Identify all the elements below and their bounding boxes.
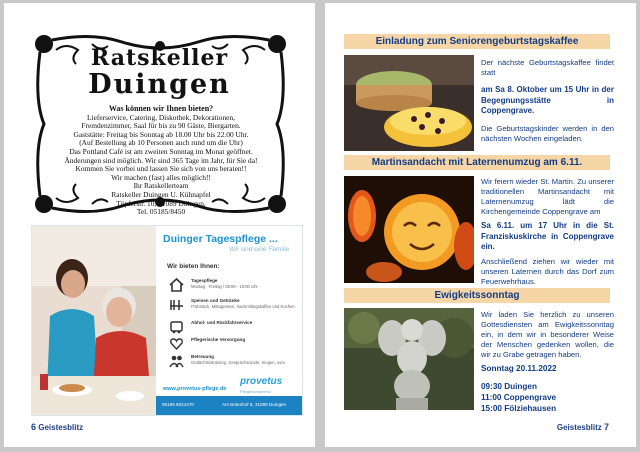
- dining-icon: [169, 298, 184, 312]
- cake-photo: [344, 55, 474, 151]
- ad-title-line2: Duingen: [88, 69, 231, 100]
- folio-right: [557, 422, 609, 432]
- ad-line: Wir machen (fast) alles möglich!!: [111, 172, 211, 182]
- caregiver-photo: [32, 226, 156, 415]
- people-icon: [169, 354, 184, 368]
- service-time: 09:30 Duingen: [481, 382, 537, 391]
- birthday-text: [481, 58, 614, 144]
- service-title: Betreuung: [191, 354, 214, 359]
- service-desc: Frühstück, Mittagessen, Nachmittagskaffee und Kuchen: [191, 304, 295, 309]
- paragraph: Wir laden Sie herzlich zu unseren Gottesdiensten am Ewigkeitssonntag ein, in dem wir in besonderer Weise der Menschen gedenken wollen, die wir zu Grabe getragen haben.: [481, 310, 614, 359]
- page-number: 7: [603, 422, 609, 432]
- ad-line: Das Pottland Café ist am zweiten Sonntag im Monat geöffnet.: [69, 146, 253, 156]
- ewigkeit-text: [481, 310, 614, 360]
- logo-subtitle: Pflegekompetenz: [240, 389, 271, 394]
- angel-statue-photo: [344, 308, 474, 410]
- service-title: Tagespflege: [191, 278, 218, 283]
- section-header-birthday: Einladung zum Seniorengeburtstagskaffee: [344, 34, 610, 49]
- ad-line: Tel. 05185/8450: [136, 207, 186, 217]
- service-title: Pflegerische Versorgung: [191, 337, 246, 342]
- ad-line: Was können wir Ihnen bieten?: [108, 104, 214, 113]
- service-title: Abhol- und Rückfahrservice: [191, 320, 253, 325]
- ad-line: Kommen Sie vorbei und lassen Sie sich von uns beraten!!: [75, 164, 247, 174]
- ad-line: Töpferstr. 10, 31089 Duingen,: [116, 198, 206, 208]
- paragraph: Anschließend ziehen wir wieder mit unseren Laternen durch das Dorf zum Feuerwehrhaus.: [481, 256, 614, 286]
- phone-number: 05185 6021470: [162, 402, 194, 407]
- right-page: [325, 3, 636, 447]
- service-time: 11:00 Coppengrave: [481, 393, 557, 402]
- service-desc: Gedächtnistraining, Gesprächsrunde, Singen, uvm.: [191, 360, 286, 365]
- address: Am Botenhof 8, 31089 Duingen: [222, 402, 287, 407]
- event-date: am Sa 8. Oktober um 15 Uhr in der Begegnungsstätte in Coppengrave.: [481, 85, 614, 115]
- lantern-photo: [344, 176, 474, 283]
- ad-line: Lieferservice, Catering, Diskothek, Dekorationen,: [87, 112, 235, 122]
- ad-title-line1: Ratskeller: [90, 45, 229, 71]
- ad-text: [56, 105, 266, 217]
- ad-line: Ratskeller Duingen U. Kühnapfel: [111, 189, 211, 199]
- tagespflege-subheading: Wir sind eine Familie: [229, 246, 290, 253]
- ad-line: Fremdenzimmer, Saal für bis zu 90 Gäste, Biergarten.: [81, 121, 241, 131]
- service-title: Speisen und Getränke: [191, 298, 240, 303]
- page-number: 6: [31, 422, 37, 432]
- ad-line: Änderungen sind möglich. Wir sind 365 Tage im Jahr, für Sie da!: [64, 155, 258, 165]
- ad-line: (Auf Bestellung ab 10 Personen auch rund um die Uhr): [79, 138, 243, 148]
- service-desc: Montag - Freitag / 08:00 - 16:00 Uhr: [191, 284, 258, 289]
- website-link[interactable]: www.provetus-pflege.de: [163, 386, 227, 392]
- paragraph: Die Geburtstagskinder werden in den nächsten Wochen eingeladen.: [481, 123, 614, 143]
- tagespflege-heading: Duinger Tagespflege ...: [163, 233, 278, 245]
- tagespflege-ad: [31, 225, 303, 416]
- provetus-logo: provetus: [240, 376, 283, 387]
- magazine-name: Geistesblitz: [556, 423, 602, 432]
- paragraph: Wir feiern wieder St. Martin. Zu unserer traditionellen Martinsandacht mit Laternenumzug lädt die Kirchengemeinde Coppengrave am: [481, 177, 614, 216]
- folio-left: [31, 422, 83, 432]
- ad-line: Gaststätte: Freitag bis Sonntag ab 18.00 Uhr bis 22.00 Uhr.: [73, 129, 249, 139]
- heart-hands-icon: [169, 337, 184, 351]
- service-time: 15:00 Fölziehausen: [481, 404, 557, 413]
- event-date: Sa 6.11. um 17 Uhr in die St. Franziskuskirche in Coppengrave ein.: [481, 221, 614, 251]
- paragraph: Der nächste Geburtstagskaffee findet statt: [481, 58, 614, 77]
- offer-heading: Wir bieten Ihnen:: [167, 263, 220, 270]
- magazine-name: Geistesblitz: [38, 423, 84, 432]
- house-icon: [169, 278, 184, 292]
- section-header-ewigkeit: Ewigkeitssonntag: [344, 288, 610, 303]
- service-date: Sonntag 20.11.2022: [481, 364, 557, 373]
- contact-bar: [156, 396, 302, 415]
- section-header-martin: Martinsandacht mit Laternenumzug am 6.11.: [344, 155, 610, 170]
- martin-text: [481, 177, 614, 287]
- left-page: [4, 3, 315, 447]
- ad-line: Ihr Ratskellerteam: [133, 181, 189, 191]
- bus-icon: [169, 320, 184, 334]
